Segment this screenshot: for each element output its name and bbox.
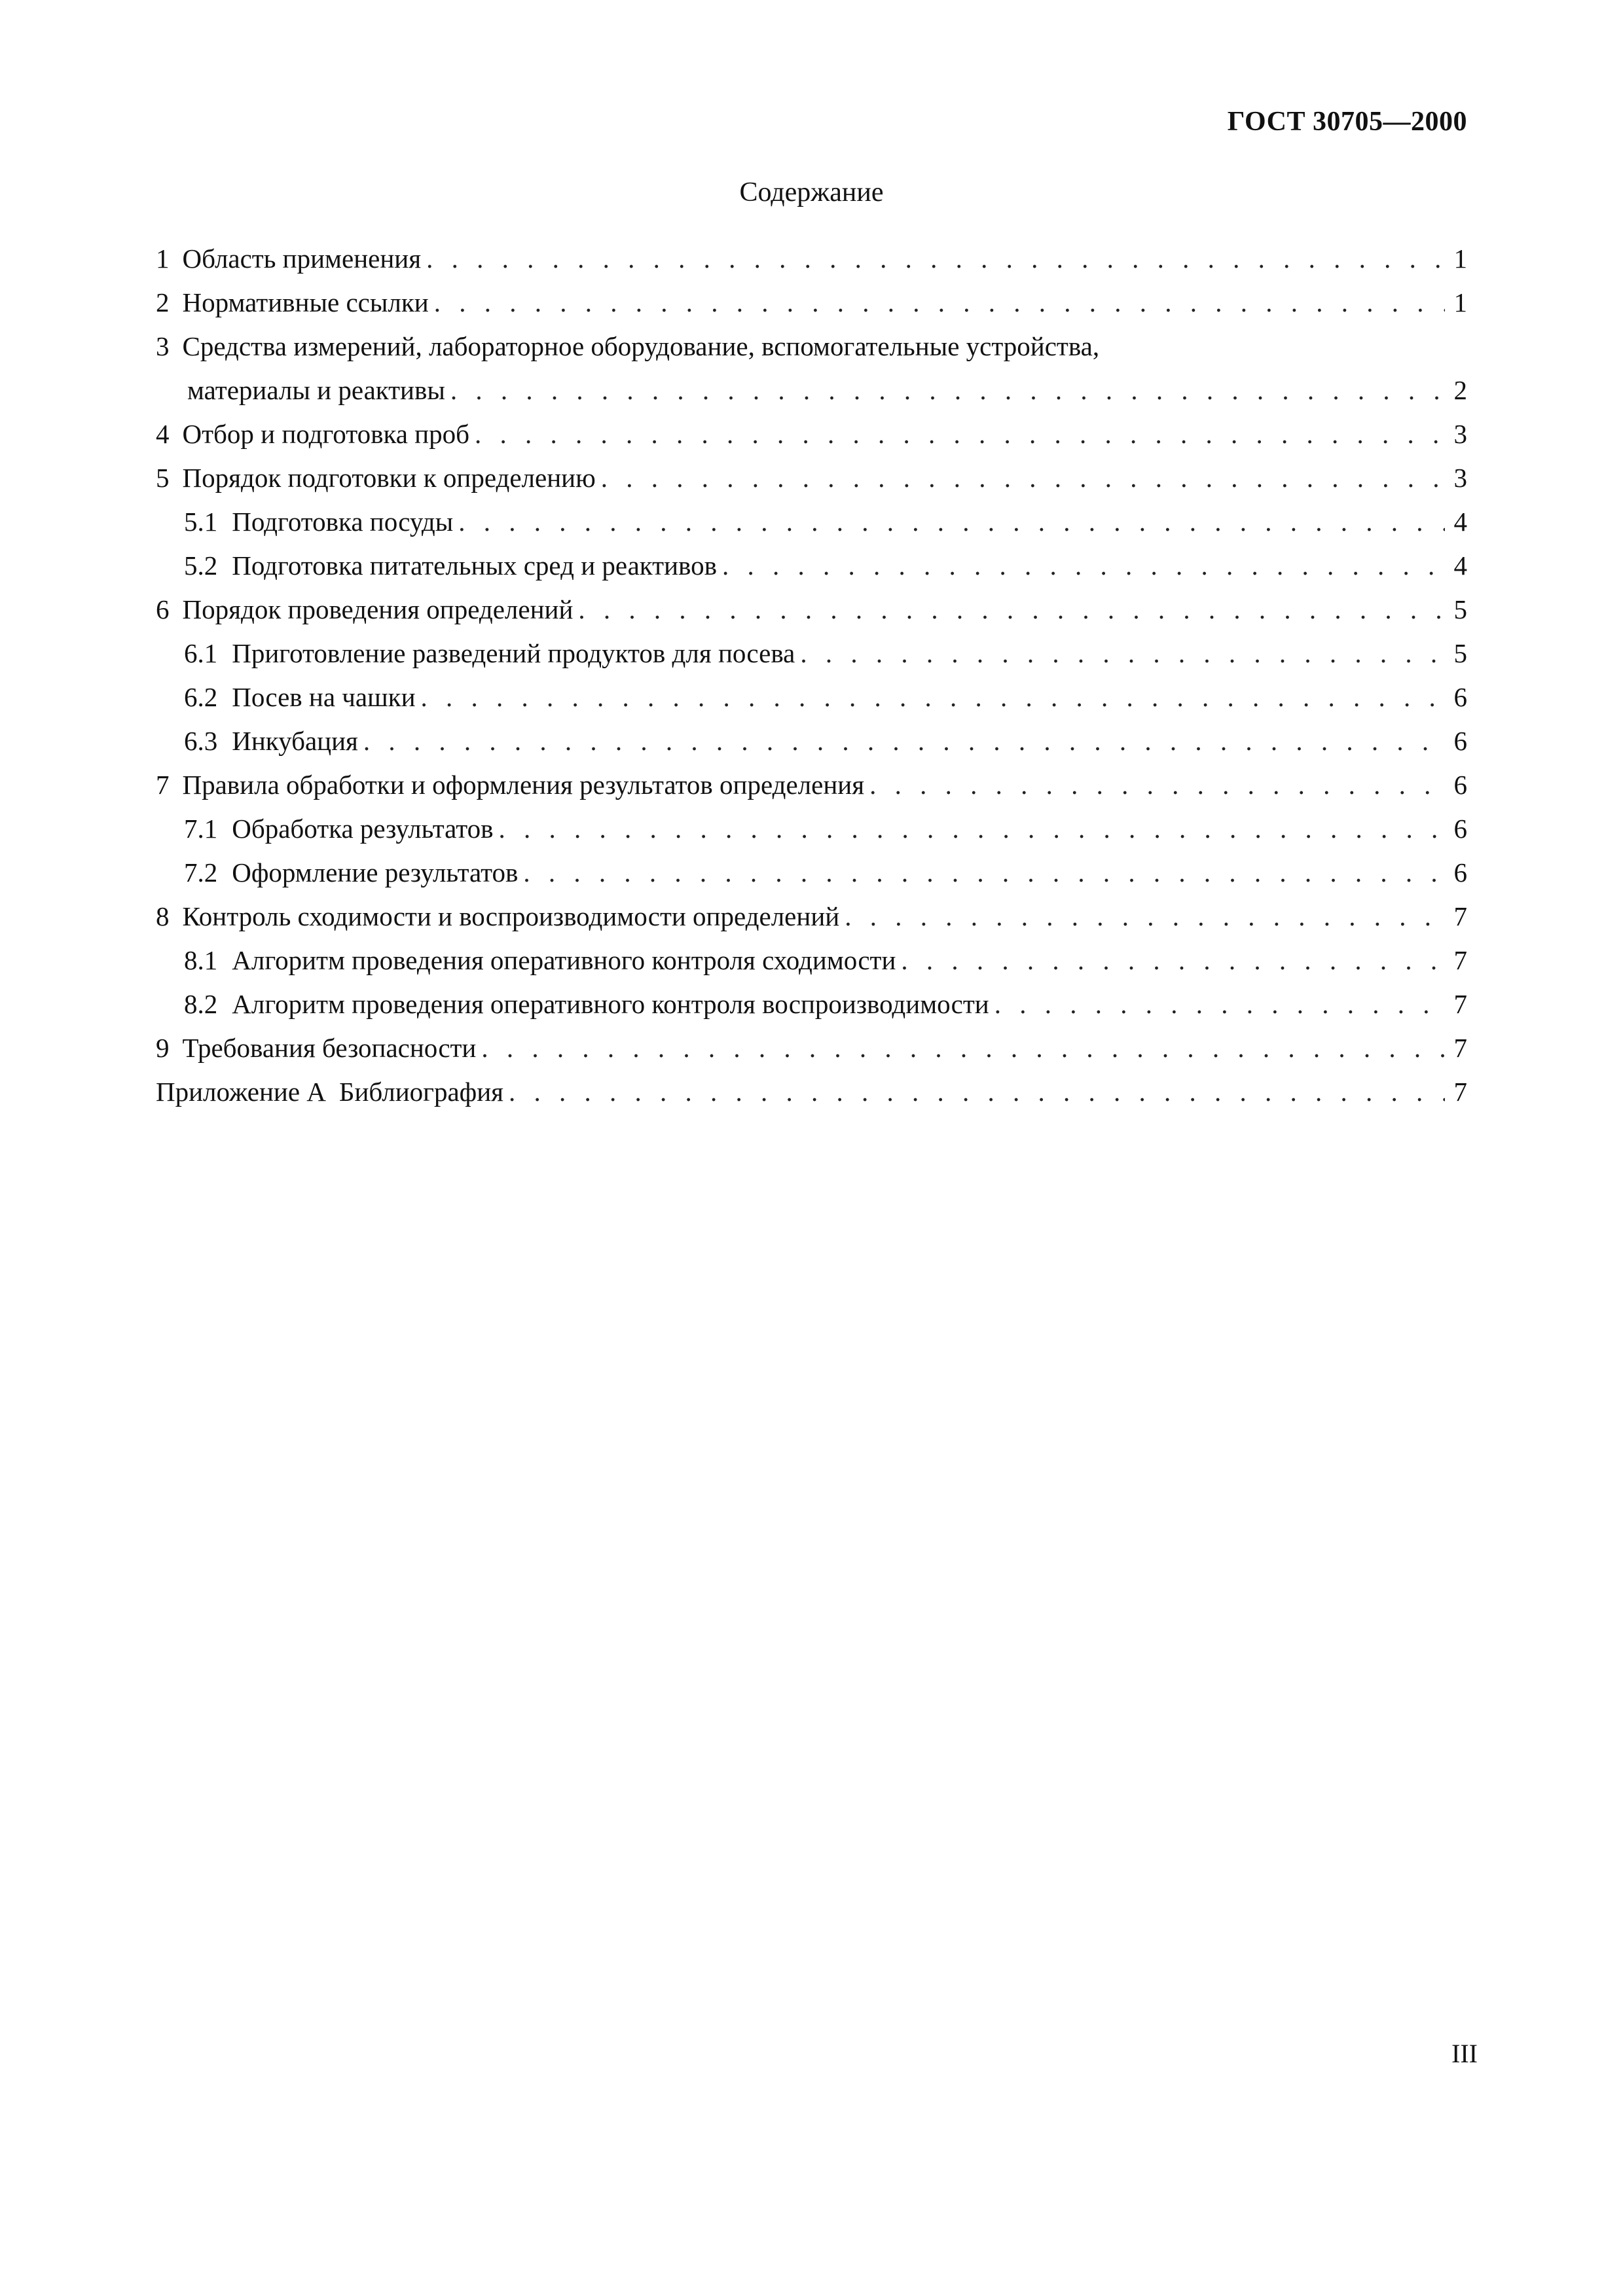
- toc-entry[interactable]: [156, 412, 1467, 456]
- toc-leader-dots: [901, 939, 1445, 982]
- toc-entry-number: Приложение А: [156, 1077, 326, 1107]
- page-number: III: [1451, 2039, 1478, 2068]
- toc-entry-label: Алгоритм проведения оперативного контроля сходимости: [232, 945, 896, 975]
- toc-entry-label: Область применения: [182, 243, 422, 274]
- toc-entry-page: 1: [1453, 243, 1467, 274]
- toc-leader-dots: [509, 1070, 1445, 1114]
- toc-leader-dots: [601, 456, 1445, 500]
- toc-entry-number: 7.2: [184, 857, 218, 888]
- toc-entry-label-continuation: материалы и реактивы: [187, 375, 445, 405]
- toc-subentry[interactable]: [156, 939, 1467, 982]
- toc-subentry[interactable]: [156, 851, 1467, 895]
- toc-entry-number: 6.2: [184, 682, 218, 712]
- toc-entry-label: Отбор и подготовка проб: [182, 419, 469, 449]
- toc-entry-number: 5.2: [184, 550, 218, 581]
- toc-entry-page: 6: [1453, 726, 1467, 756]
- toc-entry-number: 6: [156, 594, 170, 624]
- toc-entry-page: 5: [1453, 638, 1467, 668]
- toc-entry-page: 7: [1453, 945, 1467, 975]
- toc-subentry[interactable]: [156, 675, 1467, 719]
- toc-entry-label: Подготовка питательных сред и реактивов: [232, 550, 717, 581]
- toc-subentry[interactable]: [156, 544, 1467, 588]
- toc-entry-continuation[interactable]: [156, 368, 1467, 412]
- toc-entry-label: Подготовка посуды: [232, 507, 454, 537]
- toc-entry-appendix[interactable]: [156, 1070, 1467, 1114]
- toc-entry-page: 7: [1453, 1033, 1467, 1063]
- toc-entry-page: 1: [1453, 287, 1467, 317]
- toc-entry-label: Требования безопасности: [182, 1033, 477, 1063]
- toc-entry-label: Обработка результатов: [232, 814, 494, 844]
- toc-leader-dots: [434, 281, 1445, 325]
- toc-entry-label: Приготовление разведений продуктов для посева: [232, 638, 795, 668]
- toc-entry[interactable]: [156, 763, 1467, 807]
- toc-entry-label: Библиография: [338, 1077, 504, 1107]
- toc-entry-page: 2: [1453, 375, 1467, 405]
- toc-entry-page: 6: [1453, 770, 1467, 800]
- toc-leader-dots: [994, 982, 1445, 1026]
- toc-entry-page: 4: [1453, 550, 1467, 581]
- toc-entry-label: Порядок подготовки к определению: [182, 463, 596, 493]
- toc-entry-number: 7: [156, 770, 170, 800]
- toc-leader-dots: [481, 1026, 1445, 1070]
- toc-entry[interactable]: [156, 281, 1467, 325]
- toc-entry-label: Средства измерений, лабораторное оборудование, вспомогательные устройства,: [182, 331, 1100, 361]
- toc-entry-label: Порядок проведения определений: [182, 594, 574, 624]
- toc-leader-dots: [523, 851, 1445, 895]
- toc-entry-page: 6: [1453, 857, 1467, 888]
- toc-subentry[interactable]: [156, 719, 1467, 763]
- toc-subentry[interactable]: [156, 500, 1467, 544]
- toc-entry-label: Правила обработки и оформления результатов определения: [182, 770, 865, 800]
- toc-leader-dots: [800, 632, 1445, 675]
- toc-entry[interactable]: [156, 588, 1467, 632]
- toc-entry-label: Алгоритм проведения оперативного контроля воспроизводимости: [232, 989, 989, 1019]
- toc-leader-dots: [578, 588, 1445, 632]
- toc-title: Содержание: [739, 177, 884, 207]
- toc-subentry[interactable]: [156, 982, 1467, 1026]
- toc-entry-label: Контроль сходимости и воспроизводимости определений: [182, 901, 840, 931]
- table-of-contents: [156, 237, 1467, 1114]
- toc-leader-dots: [426, 237, 1445, 281]
- toc-entry-label: Оформление результатов: [232, 857, 519, 888]
- toc-entry-number: 6.1: [184, 638, 218, 668]
- toc-entry-number: 2: [156, 287, 170, 317]
- toc-leader-dots: [475, 412, 1445, 456]
- toc-entry-number: 9: [156, 1033, 170, 1063]
- toc-entry-page: 3: [1453, 419, 1467, 449]
- toc-leader-dots: [722, 544, 1445, 588]
- toc-entry-number: 3: [156, 331, 170, 361]
- toc-entry-number: 7.1: [184, 814, 218, 844]
- toc-leader-dots: [458, 500, 1445, 544]
- toc-entry[interactable]: [156, 325, 1467, 368]
- toc-entry-page: 6: [1453, 814, 1467, 844]
- toc-entry-page: 6: [1453, 682, 1467, 712]
- toc-entry[interactable]: [156, 895, 1467, 939]
- toc-entry-page: 4: [1453, 507, 1467, 537]
- toc-entry-number: 6.3: [184, 726, 218, 756]
- toc-entry-number: 5: [156, 463, 170, 493]
- toc-entry-page: 7: [1453, 901, 1467, 931]
- toc-entry-label: Нормативные ссылки: [182, 287, 429, 317]
- toc-subentry[interactable]: [156, 632, 1467, 675]
- document-code: ГОСТ 30705—2000: [1227, 107, 1467, 137]
- toc-entry-number: 8.2: [184, 989, 218, 1019]
- toc-entry-page: 5: [1453, 594, 1467, 624]
- toc-entry-number: 8.1: [184, 945, 218, 975]
- toc-entry-page: 7: [1453, 989, 1467, 1019]
- toc-entry-number: 5.1: [184, 507, 218, 537]
- toc-entry-label: Инкубация: [232, 726, 358, 756]
- toc-entry-page: 7: [1453, 1077, 1467, 1107]
- toc-entry[interactable]: [156, 237, 1467, 281]
- toc-leader-dots: [499, 807, 1445, 851]
- toc-leader-dots: [363, 719, 1445, 763]
- toc-entry-number: 1: [156, 243, 170, 274]
- toc-entry[interactable]: [156, 1026, 1467, 1070]
- toc-entry-number: 8: [156, 901, 170, 931]
- toc-leader-dots: [869, 763, 1445, 807]
- toc-entry[interactable]: [156, 456, 1467, 500]
- toc-entry-label: Посев на чашки: [232, 682, 416, 712]
- toc-subentry[interactable]: [156, 807, 1467, 851]
- toc-leader-dots: [421, 675, 1445, 719]
- toc-leader-dots: [845, 895, 1445, 939]
- toc-entry-page: 3: [1453, 463, 1467, 493]
- toc-leader-dots: [450, 368, 1445, 412]
- toc-entry-number: 4: [156, 419, 170, 449]
